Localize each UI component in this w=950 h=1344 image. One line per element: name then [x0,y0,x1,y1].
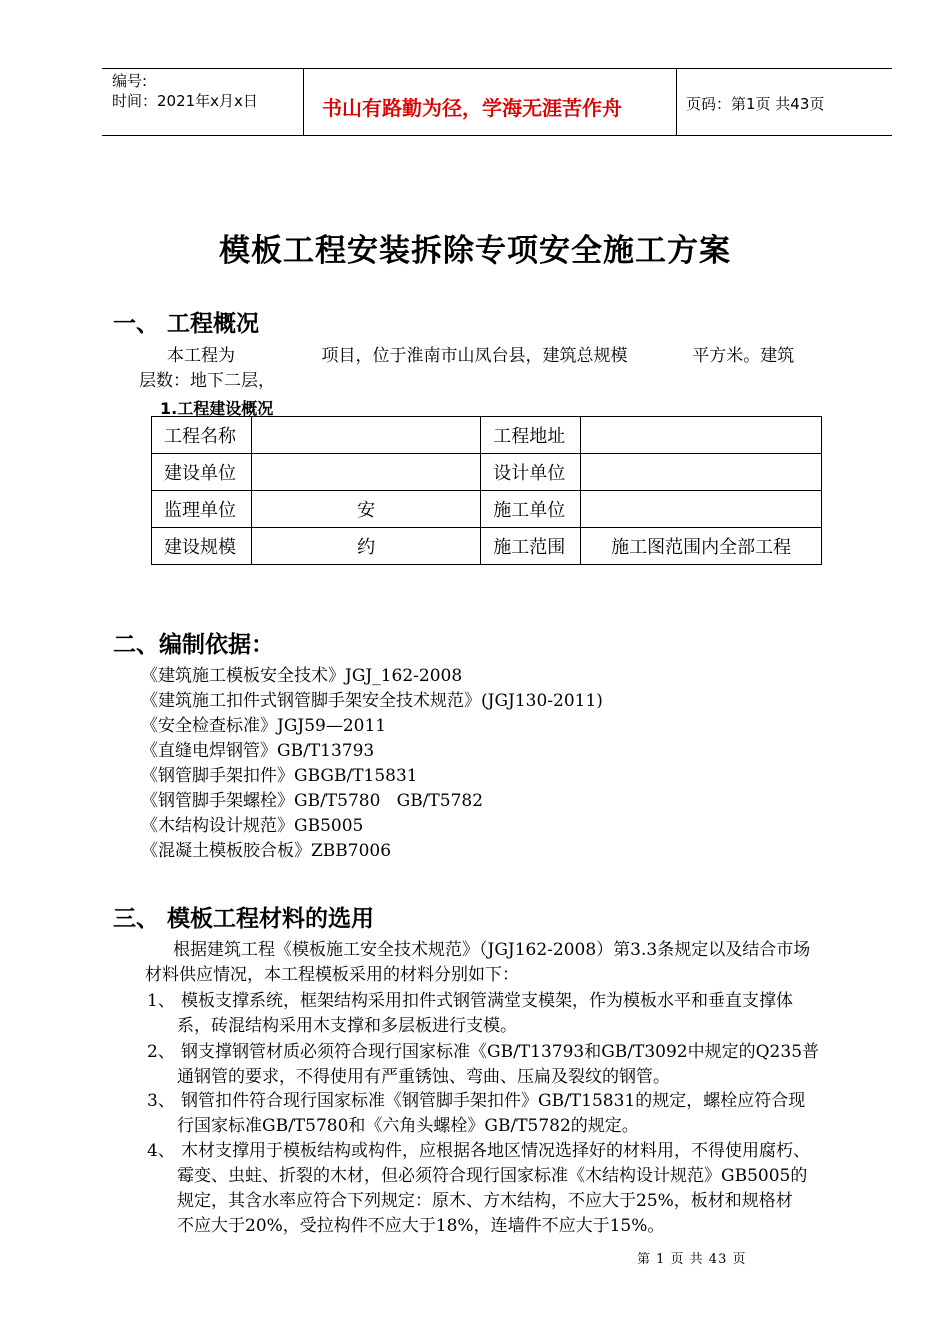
document-number-label: 编号: [112,72,148,90]
reference-item: 《直缝电焊钢管》GB/T13793 [141,741,375,761]
header-divider-left [303,68,304,135]
list-item-number: 1、 [147,991,175,1011]
reference-item: 《钢管脚手架螺栓》GB/T5780 GB/T5782 [141,791,484,811]
table-cell: 安 [251,491,480,528]
table-cell [251,454,480,491]
list-item-line: 行国家标准GB/T5780和《六角头螺栓》GB/T5782的规定。 [177,1116,639,1136]
table-cell: 工程名称 [152,417,252,454]
section-3-intro-line1: 根据建筑工程《模板施工安全技术规范》（JGJ162-2008）第3.3条规定以及结合市场 [173,940,811,960]
project-info-table [151,416,822,565]
section-1-heading: 一、 工程概况 [113,311,260,337]
list-item-line: 霉变、虫蛀、折裂的木材，但必须符合现行国家标准《木结构设计规范》GB5005的 [177,1166,808,1186]
list-item-number: 3、 [147,1091,175,1111]
reference-item: 《木结构设计规范》GB5005 [141,816,364,836]
list-item-line: 钢支撑钢管材质必须符合现行国家标准《GB/T13793和GB/T3092中规定的Q235普 [181,1042,820,1062]
table-cell [581,454,822,491]
header-page-label: 页码：第1页 共43页 [686,95,825,113]
table-row [152,528,822,565]
table-row [152,417,822,454]
list-item-line: 不应大于20%，受拉构件不应大于18%，连墙件不应大于15%。 [177,1216,665,1236]
table-cell [581,417,822,454]
reference-item: 《钢管脚手架扣件》GBGB/T15831 [141,766,418,786]
header-bottom-rule [102,135,892,136]
reference-item: 《建筑施工模板安全技术》JGJ_162-2008 [141,666,463,686]
reference-list [141,664,603,864]
table-row [152,491,822,528]
header-top-rule [102,68,892,69]
document-time-label: 时间：2021年x月x日 [112,92,258,110]
list-item-number: 2、 [147,1042,175,1062]
table-cell: 施工图范围内全部工程 [581,528,822,565]
table-cell: 建设规模 [152,528,252,565]
list-item-line: 模板支撑系统，框架结构采用扣件式钢管满堂支模架，作为模板水平和垂直支撑体 [181,991,793,1011]
list-item-line: 规定，其含水率应符合下列规定：原木、方木结构，不应大于25%，板材和规格材 [177,1191,793,1211]
header-motto: 书山有路勤为径，学海无涯苦作舟 [322,96,622,120]
table-cell: 施工单位 [481,491,581,528]
list-item-line: 木材支撑用于模板结构或构件，应根据各地区情况选择好的材料用，不得使用腐朽、 [181,1141,810,1161]
table-cell: 工程地址 [481,417,581,454]
reference-item: 《安全检查标准》JGJ59—2011 [141,716,387,736]
document-title: 模板工程安装拆除专项安全施工方案 [219,233,731,269]
section-1-paragraph-line2: 层数：地下二层， [139,371,275,391]
list-item-line: 通钢管的要求，不得使用有严重锈蚀、弯曲、压扁及裂纹的钢管。 [177,1067,670,1087]
table-cell: 监理单位 [152,491,252,528]
reference-item: 《建筑施工扣件式钢管脚手架安全技术规范》(JGJ130-2011) [141,691,603,711]
list-item-line: 钢管扣件符合现行国家标准《钢管脚手架扣件》GB/T15831的规定，螺栓应符合现 [181,1091,806,1111]
table-cell: 建设单位 [152,454,252,491]
table-cell [581,491,822,528]
section-1-subheading: 1.工程建设概况 [160,399,274,418]
reference-item: 《混凝土模板胶合板》ZBB7006 [141,841,392,861]
table-cell: 设计单位 [481,454,581,491]
section-1-paragraph-line1: 本工程为 项目，位于淮南市山凤台县，建筑总规模 平方米。建筑 [167,346,795,366]
list-item-line: 系，砖混结构采用木支撑和多层板进行支模。 [177,1016,517,1036]
section-3-heading: 三、 模板工程材料的选用 [113,906,375,932]
header-divider-right [676,68,677,135]
list-item-number: 4、 [147,1141,175,1161]
table-cell: 施工范围 [481,528,581,565]
table-row [152,454,822,491]
table-cell: 约 [251,528,480,565]
page-footer: 第 1 页 共 43 页 [637,1252,747,1267]
section-3-intro-line2: 材料供应情况，本工程模板采用的材料分别如下： [145,965,519,985]
section-2-heading: 二、编制依据： [113,632,274,658]
table-cell [251,417,480,454]
